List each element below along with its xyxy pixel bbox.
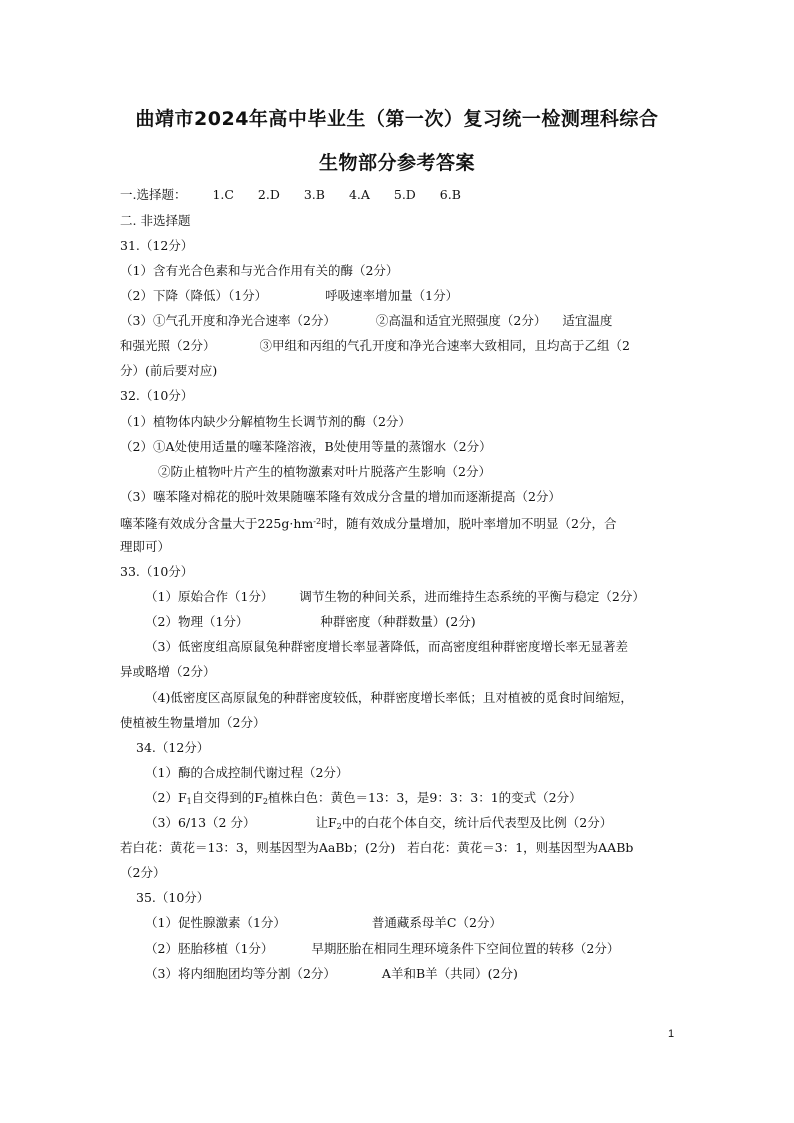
q34-answer-2-subscript: 1 [186, 797, 192, 806]
q34-answer-2 [145, 789, 582, 811]
q34-answer-4 [120, 839, 633, 857]
q33-answer-2b: 种群密度（种群数量）(2分) [320, 614, 476, 629]
q34-answer-4b: 若白花：黄花＝3：1，则基因型为AABb [407, 840, 634, 855]
q34-answer-3a: （3）6/13（2 分） [145, 815, 256, 830]
q34-answer-2-text: （2）F [145, 790, 187, 805]
q34-header: 34.（12分） [136, 740, 210, 755]
document-subtitle: 生物部分参考答案 [318, 152, 475, 174]
q35-answer-1b: 普通藏系母羊C（2分） [371, 915, 502, 930]
q31-answer-3b: ②高温和适宜光照强度（2分） [375, 313, 547, 328]
q31-answer-3c: 适宜温度 [562, 313, 613, 328]
q31-answer-2b: 呼吸速率增加量（1分） [325, 288, 459, 303]
q34-answer-3b-subscript: 2 [336, 822, 342, 831]
q34-answer-2-text-mid: 自交得到的F [191, 790, 263, 805]
q35-answer-3b: A羊和B羊（共同）(2分) [381, 966, 518, 981]
choice-answer: 3.B [303, 187, 325, 202]
q31-header: 31.（12分） [120, 238, 194, 253]
q32-answer-3: （3）噻苯隆对棉花的脱叶效果随噻苯隆有效成分含量的增加而逐渐提高（2分） [120, 489, 561, 504]
q32-answer-4 [120, 513, 617, 533]
q31-answer-2a: （2）下降（降低）（1分） [120, 288, 268, 303]
q35-answer-2a: （2）胚胎移植（1分） [145, 941, 274, 956]
q34-answer-3b-text-end: 中的白花个体自交，统计后代表型及比例（2分） [341, 815, 613, 830]
q34-answer-2-subscript: 2 [262, 797, 269, 806]
q33-answer-1a: （1）原始合作（1分） [145, 589, 274, 604]
q35-answer-3 [145, 965, 518, 983]
q31-answer-2 [120, 287, 458, 305]
q35-header: 35.（10分） [136, 890, 210, 905]
q35-answer-1 [145, 914, 502, 932]
q34-answer-5: （2分） [120, 865, 166, 880]
choice-answer: 1.C [212, 187, 234, 202]
q32-answer-2b: ②防止植物叶片产生的植物激素对叶片脱落产生影响（2分） [158, 464, 491, 479]
choice-answer: 4.A [348, 187, 370, 202]
choice-answers [120, 186, 461, 204]
q31-answer-3-end: 分）(前后要对应) [120, 363, 218, 378]
q32-answer-4-text-end: 时，随有效成分量增加，脱叶率增加不明显（2分，合 [321, 516, 617, 531]
q33-answer-2a: （2）物理（1分） [145, 614, 249, 629]
q35-answer-2 [145, 940, 619, 958]
q31-answer-3e: ③甲组和丙组的气孔开度和净光合速率大致相同，且均高于乙组（2 [259, 338, 630, 353]
q33-answer-4b: 使植被生物量增加（2分） [120, 715, 266, 730]
q32-answer-4-text: 噻苯隆有效成分含量大于225g·hm [120, 516, 314, 531]
q31-answer-3a: （3）①气孔开度和净光合速率（2分） [120, 313, 336, 328]
q35-answer-1a: （1）促性腺激素（1分） [145, 915, 286, 930]
q33-answer-1b: 调节生物的种间关系，进而维持生态系统的平衡与稳定（2分） [299, 589, 645, 604]
choice-answer: 5.D [393, 187, 416, 202]
q34-answer-3 [145, 814, 612, 836]
q34-answer-3b-text: 让F [315, 815, 337, 830]
q31-answer-3d: 和强光照（2分） [120, 338, 216, 353]
q33-header: 33.（10分） [120, 564, 194, 579]
page-number: 1 [668, 1028, 675, 1040]
q32-answer-5: 理即可） [120, 539, 171, 554]
choice-answer: 6.B [439, 187, 461, 202]
q33-answer-4a: （4)低密度区高原鼠兔的种群密度较低，种群密度增长率低；且对植被的觅食时间缩短， [145, 690, 633, 705]
q32-answer-1: （1）植物体内缺少分解植物生长调节剂的酶（2分） [120, 414, 411, 429]
q34-answer-2-text-end: 植株白色：黄色＝13：3，是9：3：3：1的变式（2分） [268, 790, 582, 805]
part2-heading: 二. 非选择题 [120, 213, 191, 228]
q33-answer-2 [145, 613, 476, 631]
q31-answer-3 [120, 312, 612, 330]
q33-answer-1 [145, 588, 645, 606]
q35-answer-3a: （3）将内细胞团均等分割（2分） [145, 966, 336, 981]
q31-answer-1: （1）含有光合色素和与光合作用有关的酶（2分） [120, 263, 399, 278]
q32-answer-4-superscript: -2 [313, 517, 322, 526]
choice-label: 一.选择题： [120, 187, 187, 202]
q34-answer-1: （1）酶的合成控制代谢过程（2分） [145, 765, 349, 780]
q32-header: 32.（10分） [120, 388, 194, 403]
choice-answer: 2.D [257, 187, 280, 202]
q32-answer-2a: （2）①A处使用适量的噻苯隆溶液，B处使用等量的蒸馏水（2分） [120, 439, 492, 454]
document-title: 曲靖市2024年高中毕业生（第一次）复习统一检测理科综合 [135, 108, 659, 130]
q31-answer-3-cont [120, 337, 630, 355]
q34-answer-4a: 若白花：黄花＝13：3，则基因型为AaBb；(2分) [120, 840, 396, 855]
q33-answer-3b: 异或略增（2分） [120, 664, 216, 679]
q35-answer-2b: 早期胚胎在相同生理环境条件下空间位置的转移（2分） [311, 941, 620, 956]
q33-answer-3a: （3）低密度组高原鼠兔种群密度增长率显著降低，而高密度组种群密度增长率无显著差 [145, 639, 628, 654]
